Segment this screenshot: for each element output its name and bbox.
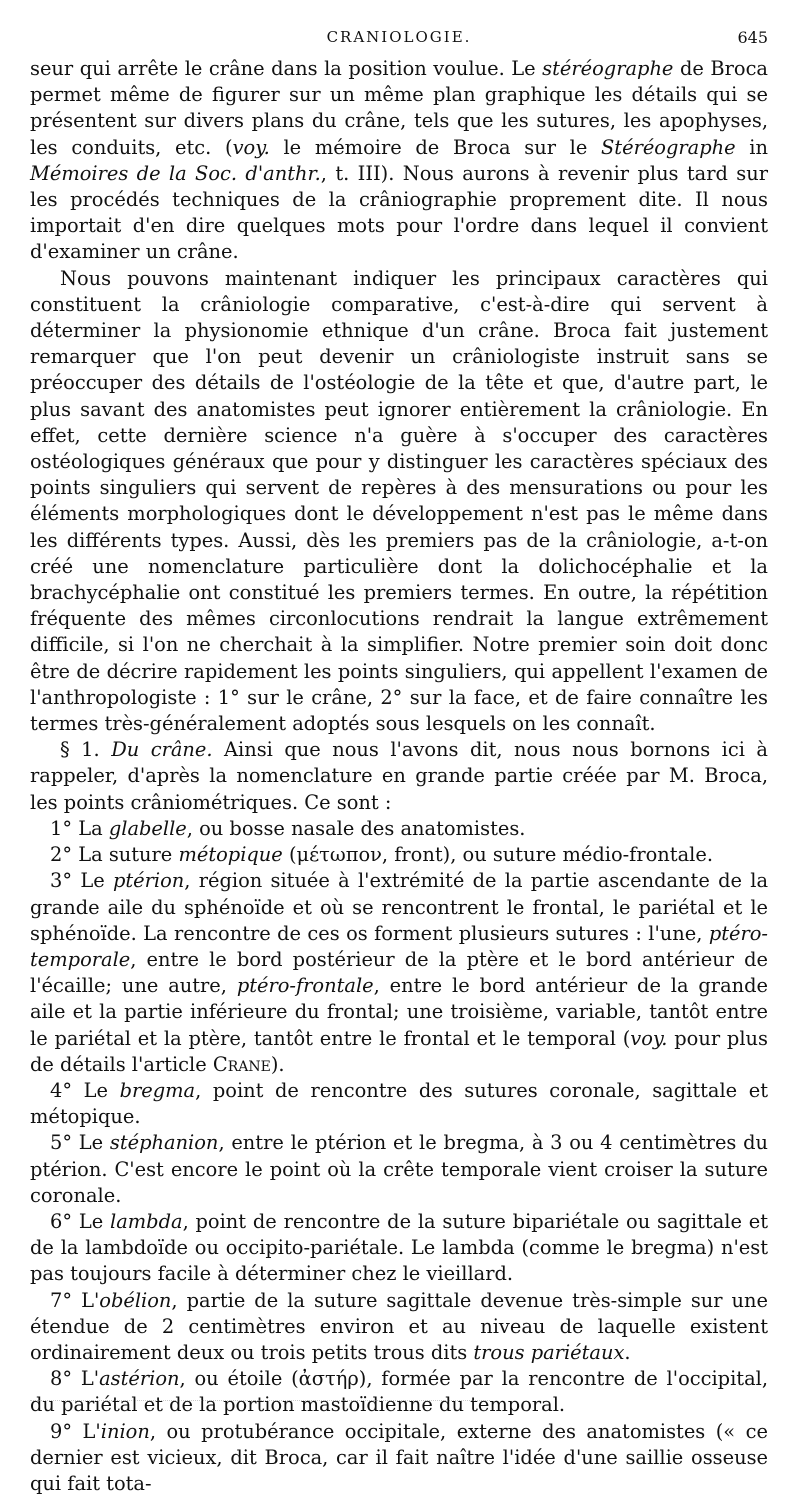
list-item: 4° Le bregma, point de rencontre des sutures coronale, sagittale et métopique. xyxy=(30,1078,769,1129)
list-item: 9° L'inion, ou protubérance occipitale, externe des anatomistes (« ce dernier est vicieux, dit Broca, car il fait naître l'idée d'une saillie osseuse qui fait tota- xyxy=(30,1419,768,1495)
list-item: 6° Le lambda, point de rencontre de la suture bipariétale ou sagittale et de la lambdoïde ou occipito-pariétale. Le lambda (comme le bregma) n'est pas toujours facile à déterminer chez le vieillard. xyxy=(30,1209,769,1286)
footer-smudge xyxy=(30,1400,490,1405)
section-du-crane: § 1. Du crâne. Ainsi que nous l'avons dit, nous nous bornons ici à rappeler, d'après la nomenclature en grande partie créée par M. Broca, les points crâniométriques. Ce sont : xyxy=(30,738,768,814)
section-title: Du crâne. xyxy=(111,738,213,762)
list-item: 5° Le stéphanion, entre le ptérion et le bregma, à 3 ou 4 centimètres du ptérion. C'est encore le point où la crête temporale vient croiser la suture coronale. xyxy=(30,1131,769,1207)
page-header xyxy=(30,28,768,54)
list-item: 7° L'obélion, partie de la suture sagittale devenue très-simple sur une étendue de 2 centimètres environ et au niveau de laquelle existent ordinairement deux ou trois petits trous dits trous pariétaux. xyxy=(30,1288,768,1364)
list-item: 3° Le ptérion, région située à l'extrémité de la partie ascendante de la grande aile du sphénoïde et où se rencontrent le frontal, le pariétal et le sphénoïde. La rencontre de ces os forment plusieurs sutures : l'une, ptéro-temporale, entre le bord postérieur de la ptère et le bord antérieur de l'écaille; une autre, ptéro-frontale, entre le bord antérieur de la grande aile et la partie inférieure du frontal; une troisième, variable, tantôt entre le pariétal et la ptère, tantôt entre le frontal et le temporal (voy. pour plus de détails l'article Crane). xyxy=(30,869,769,1076)
running-title: CRANIOLOGIE. xyxy=(326,28,472,46)
page xyxy=(30,28,768,1497)
paragraph-craniology: Nous pouvons maintenant indiquer les principaux caractères qui constituent la crâniologie comparative, c'est-à-dire qui servent à déterminer la physionomie ethnique d'un crâne. Broca fait justement remarquer que l'on peut devenir un crâniologiste instruit sans se préoccuper des détails de l'ostéologie de la tête et que, d'autre part, le plus savant des anatomistes peut ignorer entièrement la crâniologie. En effet, cette dernière science n'a guère à s'occuper des caractères ostéologiques généraux que pour y distinguer les caractères spéciaux des points singuliers qui servent de repères à des mensurations ou pour les éléments morphologiques dont le développement n'est pas le même dans les différents types. Aussi, dès les premiers pas de la crâniologie, a-t-on créé une nomenclature particulière dont la dolichocéphalie et la brachycéphalie ont constitué les premiers termes. En outre, la répétition fréquente des mêmes circonlocutions rendrait la langue extrêmement difficile, si l'on ne cherchait à la simplifier. Notre premier soin doit donc être de décrire rapidement les points singuliers, qui appellent l'examen de l'anthropologiste : 1° sur le crâne, 2° sur la face, et de faire connaître les termes très-généralement adoptés sous lesquels on les connaît. xyxy=(30,266,768,736)
page-number: 645 xyxy=(737,28,768,47)
paragraph-continued: seur qui arrête le crâne dans la position voulue. Le stéréographe de Broca permet même de figurer sur un même plan graphique les détails qui se présentent sur divers plans du crâne, tels que les sutures, les apophyses, les conduits, etc. (voy. le mémoire de Broca sur le Stéréographe in Mémoires de la Soc. d'anthr., t. III). Nous aurons à revenir plus tard sur les procédés techniques de la crâniographie proprement dite. Il nous importait d'en dire quelques mots pour l'ordre dans lequel il convient d'examiner un crâne. xyxy=(30,57,768,264)
list-item: 2° La suture métopique (μέτωπον, front), ou suture médio-frontale. xyxy=(50,843,713,867)
list-item: 1° La glabelle, ou bosse nasale des anatomistes. xyxy=(50,816,526,840)
list-item: 8° L'astérion, ou étoile (ἀστήρ), formée par la rencontre de l'occipital, du pariétal et de la portion mastoïdienne du temporal. xyxy=(30,1367,768,1417)
section-mark: § 1. xyxy=(60,738,100,762)
body-text xyxy=(30,56,768,1497)
